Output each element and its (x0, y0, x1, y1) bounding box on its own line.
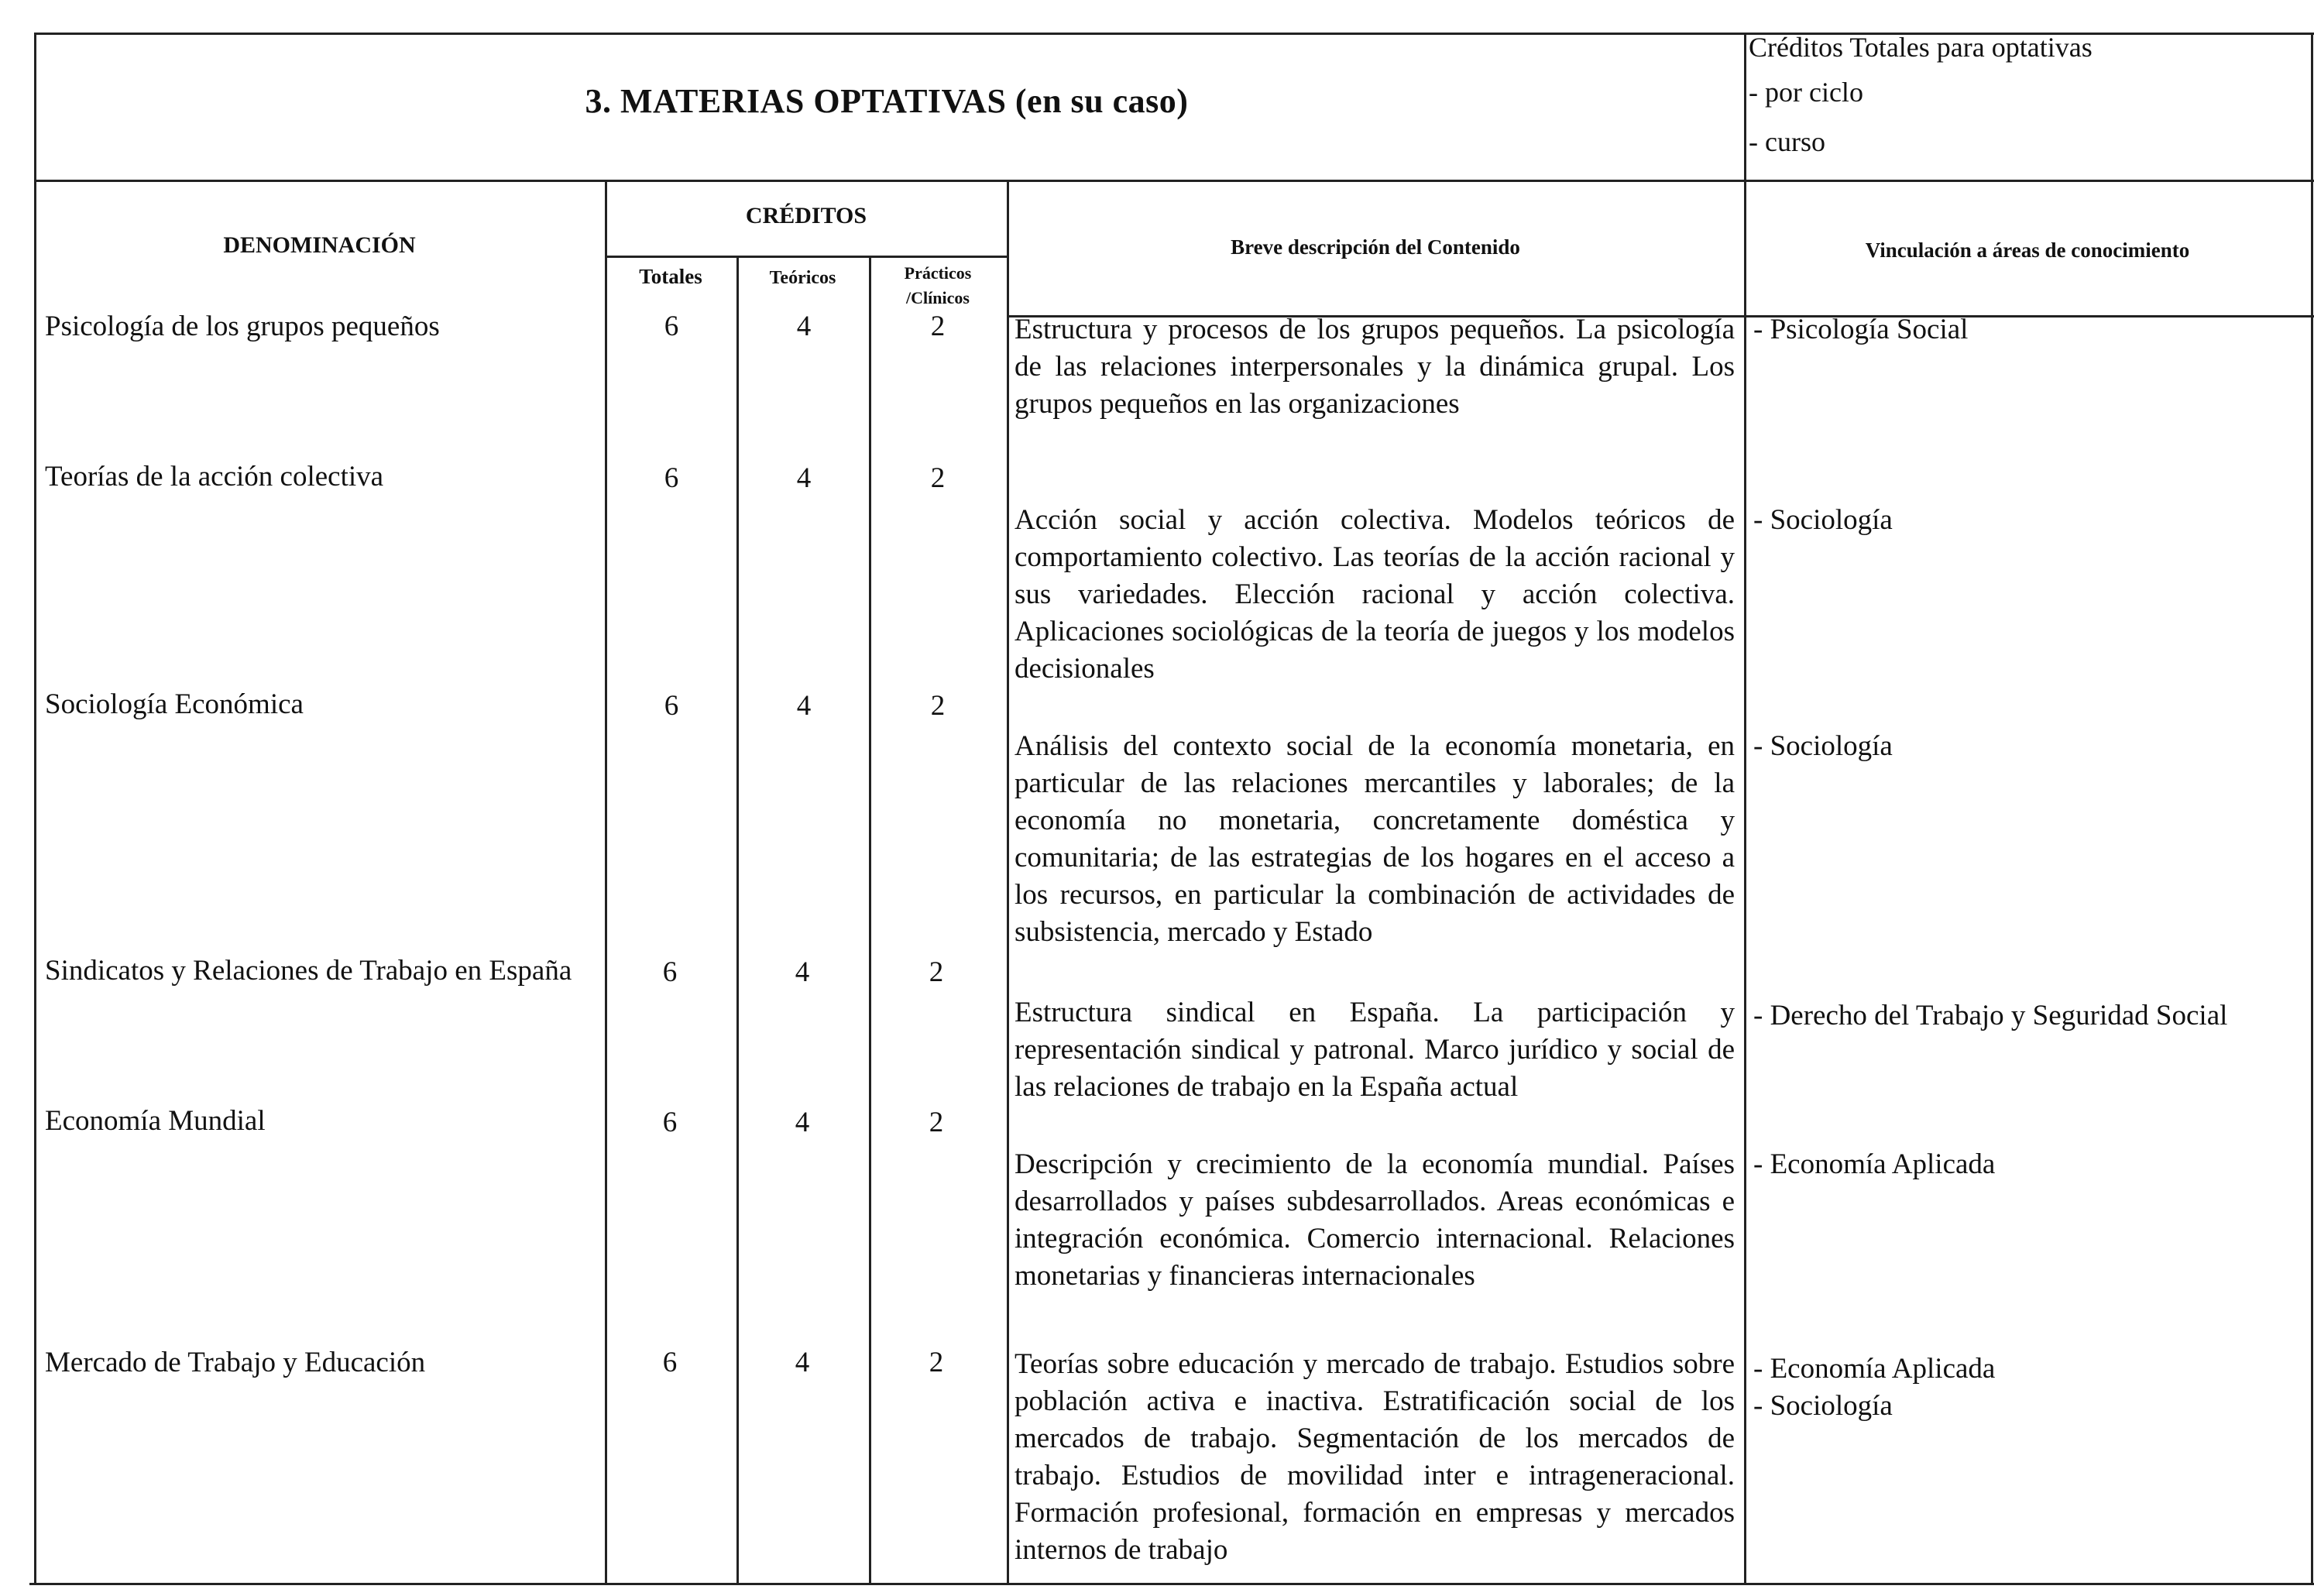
row6-descripcion: Teorías sobre educación y mercado de trabajo. Estudios sobre población activa e inactiva. Estratificación social de los mercados de trabajo. Segmentación de los mercados de trabajo. Estudios de movilidad inter e intrageneracional. Formación profesional, formación en empresas y mercados internos de trabajo (1015, 1348, 1735, 1566)
curso-label: - curso (1749, 126, 1825, 157)
row1-practicos: 2 (930, 311, 946, 342)
row5-totales: 6 (662, 1107, 678, 1138)
descripcion-header: Breve descripción del Contenido (1231, 235, 1520, 259)
row5-descripcion: Descripción y crecimiento de la economía mundial. Países desarrollados y países subdesarrollados. Areas económicas e integración económica. Comercio internacional. Relaciones monetarias y financieras internacionales (1015, 1148, 1735, 1292)
por-ciclo-label: - por ciclo (1749, 77, 1863, 108)
row3-area-1: - Sociología (1753, 730, 1893, 762)
creditos-header: CRÉDITOS (745, 203, 867, 228)
totales-header: Totales (639, 265, 702, 288)
row4-area-1: - Derecho del Trabajo y Seguridad Social (1753, 1000, 2228, 1031)
row3-denominacion: Sociología Económica (45, 688, 304, 720)
row6-denominacion: Mercado de Trabajo y Educación (45, 1347, 426, 1378)
denominacion-divider (605, 180, 607, 1583)
row4-totales: 6 (662, 956, 678, 988)
page-title: 3. MATERIAS OPTATIVAS (en su caso) (585, 82, 1189, 120)
left-border (34, 33, 36, 1583)
creditos-subheader-border (606, 256, 1008, 258)
right-border (2311, 33, 2313, 1583)
row1-totales: 6 (664, 311, 679, 342)
row6-area-1: - Economía Aplicada (1753, 1353, 1996, 1385)
row2-area-1: - Sociología (1753, 504, 1893, 536)
row6-totales: 6 (662, 1347, 678, 1378)
row3-teoricos: 4 (796, 690, 812, 722)
vinculacion-header: Vinculación a áreas de conocimiento (1865, 239, 2190, 262)
row3-practicos: 2 (930, 690, 946, 722)
row6-practicos: 2 (929, 1347, 944, 1378)
creditos-divider (1007, 180, 1009, 1583)
row2-teoricos: 4 (796, 462, 812, 494)
row5-teoricos: 4 (795, 1107, 810, 1138)
row1-area-1: - Psicología Social (1753, 314, 1969, 345)
row5-denominacion: Economía Mundial (45, 1105, 266, 1137)
row6-area-2: - Sociología (1753, 1390, 1893, 1422)
row3-totales: 6 (664, 690, 679, 722)
bottom-border (29, 1583, 2314, 1585)
row2-totales: 6 (664, 462, 679, 494)
row2-practicos: 2 (930, 462, 946, 494)
row2-denominacion: Teorías de la acción colectiva (45, 461, 384, 493)
denominacion-header: DENOMINACIÓN (223, 232, 416, 258)
teoricos-divider (869, 256, 871, 1583)
row5-practicos: 2 (929, 1107, 944, 1138)
row1-denominacion: Psicología de los grupos pequeños (45, 311, 440, 342)
row5-area-1: - Economía Aplicada (1753, 1148, 1996, 1180)
row4-descripcion: Estructura sindical en España. La participación y representación sindical y patronal. Marco jurídico y social de las relaciones de trabajo en la España actual (1015, 997, 1735, 1103)
row2-descripcion: Acción social y acción colectiva. Modelos teóricos de comportamiento colectivo. Las teorías de la acción racional y sus variedades. Elección racional y acción colectiva. Aplicaciones sociológicas de la teoría de juegos y los modelos decisionales (1015, 504, 1735, 685)
teoricos-header: Teóricos (769, 268, 836, 288)
row1-descripcion: Estructura y procesos de los grupos pequeños. La psicología de las relaciones interpersonales y la dinámica grupal. Los grupos pequeños en las organizaciones (1015, 314, 1735, 420)
row6-teoricos: 4 (795, 1347, 810, 1378)
practicos-header-line1: Prácticos (904, 263, 972, 283)
row4-teoricos: 4 (795, 956, 810, 988)
descripcion-divider (1744, 33, 1746, 1583)
row1-teoricos: 4 (796, 311, 812, 342)
title-bottom-border (34, 180, 2314, 182)
totales-divider (736, 256, 739, 1583)
creditos-totales-label: Créditos Totales para optativas (1749, 32, 2093, 63)
row3-descripcion: Análisis del contexto social de la economía monetaria, en particular de las relaciones mercantiles y laborales; de la economía no monetaria, concretamente doméstica y comunitaria; de las estrategias de los hogares en el acceso a los recursos, en particular la combinación de actividades de subsistencia, mercado y Estado (1015, 730, 1735, 948)
practicos-header-line2: /Clínicos (906, 288, 970, 307)
row4-practicos: 2 (929, 956, 944, 988)
row4-denominacion: Sindicatos y Relaciones de Trabajo en España (45, 955, 572, 987)
